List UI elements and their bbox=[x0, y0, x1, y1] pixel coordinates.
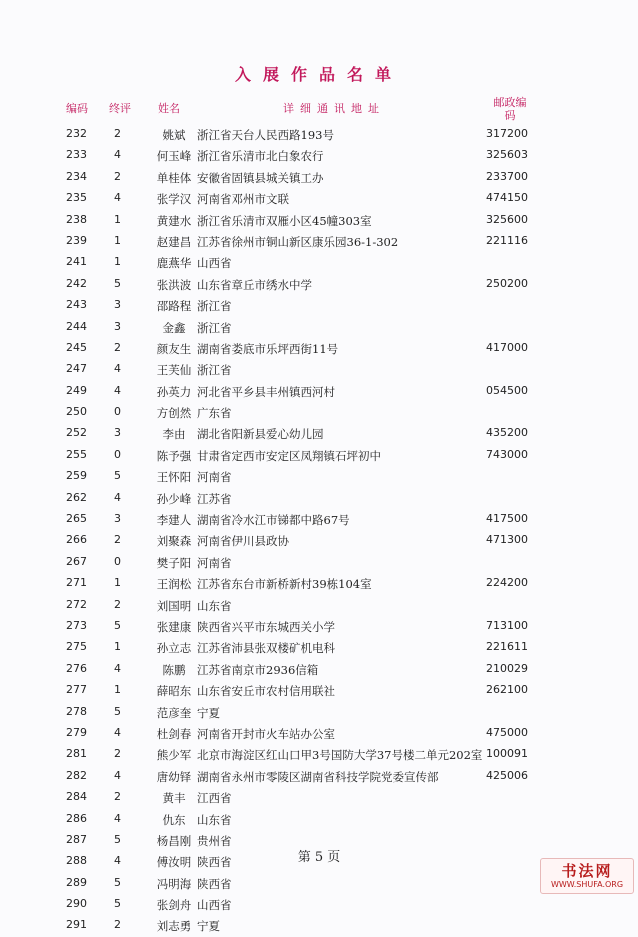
entry-name: 薛昭东 bbox=[156, 684, 192, 699]
entry-zip: 325600 bbox=[486, 212, 528, 226]
entry-score: 2 bbox=[114, 918, 121, 932]
entry-name: 刘志勇 bbox=[156, 919, 192, 934]
table-row bbox=[0, 787, 638, 808]
entry-id: 238 bbox=[66, 212, 87, 226]
entry-zip: 325603 bbox=[486, 148, 528, 162]
entry-address: 河南省 bbox=[197, 470, 232, 485]
table-row bbox=[0, 188, 638, 209]
entry-address: 山西省 bbox=[197, 256, 232, 271]
table-row bbox=[0, 509, 638, 530]
entry-name: 孙英力 bbox=[156, 384, 192, 399]
table-row bbox=[0, 252, 638, 273]
table-row bbox=[0, 466, 638, 487]
entry-address: 浙江省 bbox=[197, 320, 232, 335]
entry-address: 陕西省 bbox=[197, 876, 232, 891]
entry-address: 河南省 bbox=[197, 555, 232, 570]
entry-id: 266 bbox=[66, 533, 87, 547]
entry-score: 0 bbox=[114, 447, 121, 461]
entry-zip: 221116 bbox=[486, 233, 528, 247]
entry-id: 276 bbox=[66, 661, 87, 675]
entry-address: 陕西省 bbox=[197, 855, 232, 870]
entry-name: 冯明海 bbox=[156, 876, 192, 891]
entry-address: 山东省 bbox=[197, 598, 232, 613]
entry-id: 271 bbox=[66, 576, 87, 590]
table-row bbox=[0, 744, 638, 765]
entry-name: 李由 bbox=[162, 427, 186, 442]
table-row bbox=[0, 274, 638, 295]
table-row bbox=[0, 402, 638, 423]
entry-zip: 221611 bbox=[486, 640, 528, 654]
entry-id: 235 bbox=[66, 191, 87, 205]
entry-address: 甘肃省定西市安定区凤翔镇石坪初中 bbox=[197, 448, 381, 463]
entry-score: 2 bbox=[114, 790, 121, 804]
entry-name: 方创然 bbox=[156, 406, 192, 421]
entry-address: 宁夏 bbox=[197, 919, 220, 934]
entry-id: 262 bbox=[66, 490, 87, 504]
entry-address: 江苏省沛县张双楼矿机电科 bbox=[197, 641, 335, 656]
entry-score: 3 bbox=[114, 426, 121, 440]
entry-zip: 425006 bbox=[486, 768, 528, 782]
entry-score: 2 bbox=[114, 340, 121, 354]
entry-address: 河南省伊川县政协 bbox=[197, 534, 289, 549]
entry-score: 1 bbox=[114, 640, 121, 654]
entry-score: 5 bbox=[114, 832, 121, 846]
entry-zip: 100091 bbox=[486, 747, 528, 761]
table-row bbox=[0, 445, 638, 466]
entry-address: 浙江省天台人民西路193号 bbox=[197, 128, 334, 142]
table-row bbox=[0, 616, 638, 637]
entry-score: 5 bbox=[114, 618, 121, 632]
table-row bbox=[0, 723, 638, 744]
entry-id: 249 bbox=[66, 383, 87, 397]
entry-name: 仇东 bbox=[162, 812, 186, 827]
entry-address: 陕西省兴平市东城西关小学 bbox=[197, 619, 335, 634]
entry-address: 河南省开封市火车站办公室 bbox=[197, 726, 335, 741]
entry-name: 赵建昌 bbox=[156, 234, 192, 249]
entry-zip: 317200 bbox=[486, 127, 528, 140]
entry-address: 江苏省南京市2936信箱 bbox=[197, 662, 319, 677]
entry-id: 244 bbox=[66, 319, 87, 333]
table-row bbox=[0, 552, 638, 573]
entry-id: 279 bbox=[66, 725, 87, 739]
entry-score: 1 bbox=[114, 233, 121, 247]
entry-score: 2 bbox=[114, 533, 121, 547]
table-row bbox=[0, 359, 638, 380]
entry-zip: 743000 bbox=[486, 447, 528, 461]
entry-score: 4 bbox=[114, 811, 121, 825]
entry-score: 3 bbox=[114, 319, 121, 333]
entry-name: 鹿燕华 bbox=[156, 256, 192, 271]
entry-address: 山东省章丘市绣水中学 bbox=[197, 277, 312, 292]
page-number: 第 5 页 bbox=[297, 850, 341, 865]
entry-address: 湖南省娄底市乐坪西街11号 bbox=[197, 341, 339, 356]
entry-zip: 054500 bbox=[486, 383, 528, 397]
entry-score: 1 bbox=[114, 683, 121, 697]
page-title: 入展作品名单 bbox=[234, 65, 403, 84]
entry-address: 贵州省 bbox=[197, 833, 232, 848]
entry-name: 张建康 bbox=[156, 619, 192, 634]
table-row bbox=[0, 702, 638, 723]
entry-address: 湖南省冷水江市锑都中路67号 bbox=[197, 513, 350, 528]
entry-score: 5 bbox=[114, 875, 121, 889]
entry-address: 湖北省阳新县爱心幼儿园 bbox=[197, 427, 324, 442]
entry-address: 河南省邓州市文联 bbox=[197, 192, 289, 207]
table-row bbox=[0, 488, 638, 509]
table-row bbox=[0, 317, 638, 338]
table-row bbox=[0, 530, 638, 551]
entry-name: 熊少军 bbox=[156, 748, 192, 763]
entry-id: 287 bbox=[66, 832, 87, 846]
entry-score: 0 bbox=[114, 554, 121, 568]
entry-address: 浙江省乐清市北白象农行 bbox=[197, 149, 324, 164]
entry-score: 2 bbox=[114, 597, 121, 611]
entry-name: 孙少峰 bbox=[156, 491, 192, 506]
entry-name: 黄建水 bbox=[156, 213, 192, 228]
entry-zip: 233700 bbox=[486, 169, 528, 183]
watermark-text: 书法网 bbox=[561, 862, 613, 880]
entry-id: 281 bbox=[66, 747, 87, 761]
entry-id: 233 bbox=[66, 148, 87, 162]
header-address: 详细通讯地址 bbox=[283, 102, 385, 115]
entry-zip: 475000 bbox=[486, 725, 528, 739]
entry-score: 3 bbox=[114, 512, 121, 526]
entry-score: 4 bbox=[114, 490, 121, 504]
entry-id: 272 bbox=[66, 597, 87, 611]
table-row bbox=[0, 295, 638, 316]
entry-name: 陈予强 bbox=[156, 448, 192, 463]
header-zip: 邮政编码 bbox=[493, 96, 527, 122]
entry-list bbox=[0, 124, 638, 937]
entry-name: 杨昌刚 bbox=[156, 833, 192, 848]
entry-id: 277 bbox=[66, 683, 87, 697]
entry-name: 唐幼铎 bbox=[156, 769, 192, 784]
entry-address: 北京市海淀区红山口甲3号国防大学37号楼二单元202室 bbox=[197, 748, 483, 763]
entry-address: 浙江省 bbox=[197, 299, 232, 314]
entry-address: 山东省 bbox=[197, 812, 232, 827]
entry-id: 239 bbox=[66, 233, 87, 247]
entry-zip: 262100 bbox=[486, 683, 528, 697]
table-row bbox=[0, 381, 638, 402]
entry-name: 金鑫 bbox=[162, 320, 186, 335]
entry-score: 4 bbox=[114, 383, 121, 397]
entry-id: 265 bbox=[66, 512, 87, 526]
entry-name: 单桂体 bbox=[156, 170, 192, 185]
entry-score: 5 bbox=[114, 469, 121, 483]
entry-name: 张剑舟 bbox=[156, 898, 192, 913]
entry-address: 河北省平乡县丰州镇西河村 bbox=[197, 384, 335, 399]
entry-zip: 210029 bbox=[486, 661, 528, 675]
entry-name: 杜剑春 bbox=[156, 726, 192, 741]
entry-id: 250 bbox=[66, 405, 87, 419]
entry-id: 282 bbox=[66, 768, 87, 782]
entry-name: 陈鹏 bbox=[162, 662, 186, 677]
entry-score: 2 bbox=[114, 747, 121, 761]
entry-score: 5 bbox=[114, 276, 121, 290]
table-row bbox=[0, 915, 638, 936]
entry-id: 290 bbox=[66, 897, 87, 911]
entry-score: 4 bbox=[114, 148, 121, 162]
entry-score: 5 bbox=[114, 897, 121, 911]
entry-id: 247 bbox=[66, 362, 87, 376]
table-row bbox=[0, 766, 638, 787]
entry-score: 3 bbox=[114, 298, 121, 312]
entry-name: 刘国明 bbox=[156, 598, 192, 613]
entry-id: 278 bbox=[66, 704, 87, 718]
entry-score: 4 bbox=[114, 362, 121, 376]
entry-address: 广东省 bbox=[197, 406, 232, 421]
entry-address: 湖南省永州市零陵区湖南省科技学院党委宣传部 bbox=[197, 769, 439, 784]
entry-address: 江西省 bbox=[197, 791, 232, 806]
watermark-url: WWW.SHUFA.ORG bbox=[550, 880, 624, 889]
entry-address: 浙江省 bbox=[197, 363, 232, 378]
entry-score: 4 bbox=[114, 191, 121, 205]
entry-id: 243 bbox=[66, 298, 87, 312]
table-row bbox=[0, 338, 638, 359]
entry-score: 2 bbox=[114, 127, 121, 140]
table-row bbox=[0, 894, 638, 915]
entry-address: 安徽省固镇县城关镇工办 bbox=[197, 170, 324, 185]
table-row bbox=[0, 809, 638, 830]
entry-name: 颜友生 bbox=[156, 341, 192, 356]
entry-zip: 435200 bbox=[486, 426, 528, 440]
entry-id: 252 bbox=[66, 426, 87, 440]
entry-name: 李建人 bbox=[156, 513, 192, 528]
entry-zip: 250200 bbox=[486, 276, 528, 290]
entry-address: 江苏省 bbox=[197, 491, 232, 506]
table-row bbox=[0, 167, 638, 188]
entry-address: 江苏省徐州市铜山新区康乐园36-1-302 bbox=[197, 234, 399, 249]
entry-id: 242 bbox=[66, 276, 87, 290]
entry-address: 山西省 bbox=[197, 898, 232, 913]
entry-name: 姚斌 bbox=[162, 128, 186, 142]
entry-id: 234 bbox=[66, 169, 87, 183]
entry-zip: 471300 bbox=[486, 533, 528, 547]
entry-score: 2 bbox=[114, 169, 121, 183]
entry-name: 孙立志 bbox=[156, 641, 192, 656]
entry-name: 王润松 bbox=[156, 577, 192, 592]
table-row bbox=[0, 659, 638, 680]
entry-score: 1 bbox=[114, 212, 121, 226]
header-id: 编码 bbox=[66, 102, 88, 115]
entry-score: 1 bbox=[114, 255, 121, 269]
entry-score: 0 bbox=[114, 405, 121, 419]
entry-id: 273 bbox=[66, 618, 87, 632]
entry-id: 255 bbox=[66, 447, 87, 461]
table-row bbox=[0, 680, 638, 701]
entry-name: 王芙仙 bbox=[156, 363, 192, 378]
entry-name: 何玉峰 bbox=[156, 149, 192, 164]
entry-name: 王怀阳 bbox=[156, 470, 192, 485]
entry-address: 山东省安丘市农村信用联社 bbox=[197, 684, 335, 699]
entry-score: 1 bbox=[114, 576, 121, 590]
entry-score: 5 bbox=[114, 704, 121, 718]
table-row bbox=[0, 573, 638, 594]
entry-zip: 713100 bbox=[486, 618, 528, 632]
entry-name: 刘聚森 bbox=[156, 534, 192, 549]
entry-address: 宁夏 bbox=[197, 705, 220, 720]
entry-id: 259 bbox=[66, 469, 87, 483]
table-row bbox=[0, 145, 638, 166]
header-score: 终评 bbox=[109, 102, 131, 115]
entry-zip: 417000 bbox=[486, 340, 528, 354]
entry-id: 245 bbox=[66, 340, 87, 354]
entry-score: 4 bbox=[114, 854, 121, 868]
entry-id: 291 bbox=[66, 918, 87, 932]
entry-id: 275 bbox=[66, 640, 87, 654]
entry-score: 4 bbox=[114, 768, 121, 782]
entry-id: 288 bbox=[66, 854, 87, 868]
entry-id: 286 bbox=[66, 811, 87, 825]
entry-name: 张学汉 bbox=[156, 192, 192, 207]
entry-score: 4 bbox=[114, 725, 121, 739]
entry-name: 范彦奎 bbox=[156, 705, 192, 720]
entry-id: 284 bbox=[66, 790, 87, 804]
table-row bbox=[0, 637, 638, 658]
entry-score: 4 bbox=[114, 661, 121, 675]
entry-zip: 224200 bbox=[486, 576, 528, 590]
entry-name: 张洪波 bbox=[156, 277, 192, 292]
entry-name: 傅汝明 bbox=[156, 855, 192, 870]
table-row bbox=[0, 231, 638, 252]
table-row bbox=[0, 210, 638, 231]
entry-id: 289 bbox=[66, 875, 87, 889]
table-row bbox=[0, 423, 638, 444]
table-row bbox=[0, 595, 638, 616]
watermark-logo bbox=[540, 858, 634, 894]
entry-zip: 417500 bbox=[486, 512, 528, 526]
entry-id: 241 bbox=[66, 255, 87, 269]
entry-name: 樊子阳 bbox=[156, 555, 192, 570]
entry-zip: 474150 bbox=[486, 191, 528, 205]
table-row bbox=[0, 124, 638, 145]
entry-address: 浙江省乐清市双雁小区45幢303室 bbox=[197, 213, 372, 228]
entry-id: 232 bbox=[66, 127, 87, 140]
entry-address: 江苏省东台市新桥新村39栋104室 bbox=[197, 577, 372, 592]
entry-id: 267 bbox=[66, 554, 87, 568]
entry-name: 黄丰 bbox=[162, 791, 186, 806]
entry-name: 邵路程 bbox=[156, 299, 192, 314]
header-name: 姓名 bbox=[158, 102, 180, 115]
